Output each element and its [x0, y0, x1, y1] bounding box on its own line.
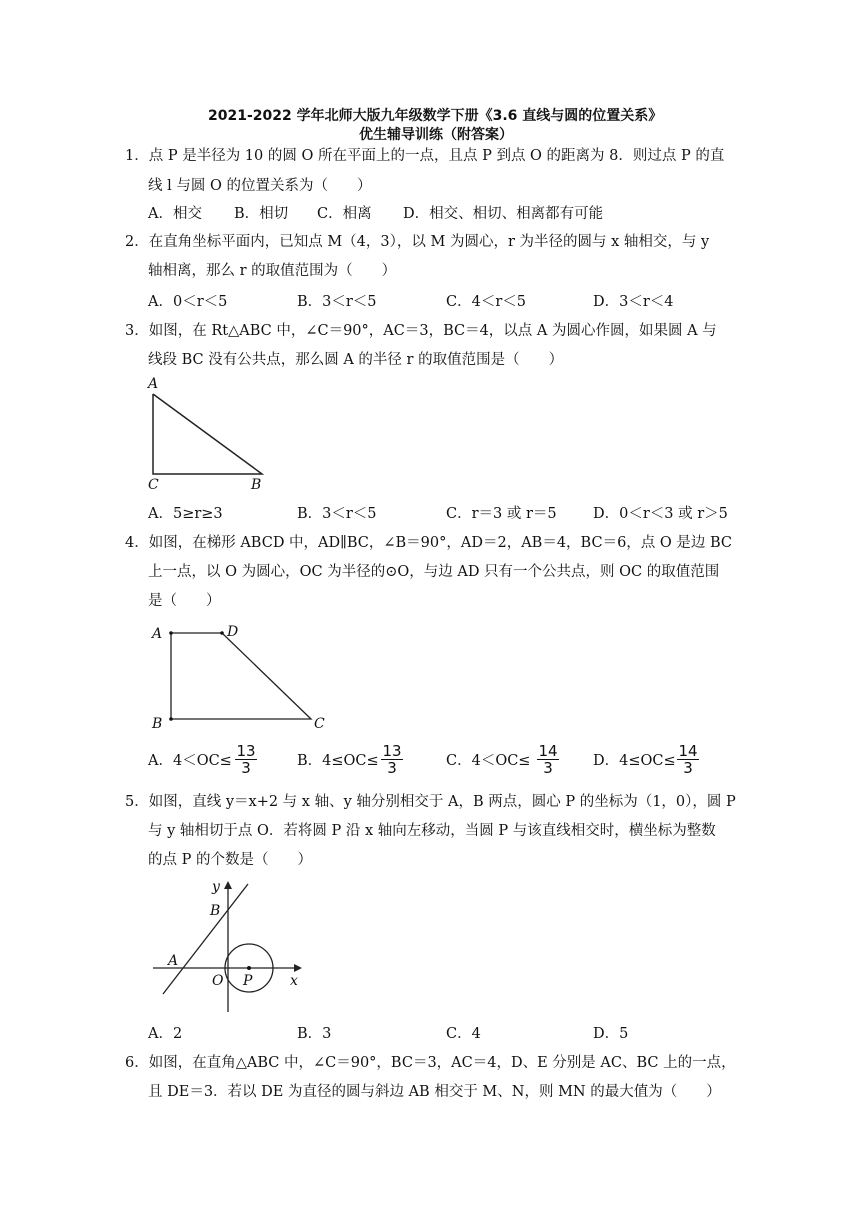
fraction-denominator: 3 — [683, 759, 693, 777]
q5-coordinate-figure — [150, 877, 310, 1017]
fraction-denominator: 3 — [387, 759, 397, 777]
point-p-dot — [247, 966, 251, 970]
q2-option-d[interactable]: D．3＜r＜4 — [593, 294, 674, 310]
q3-right-triangle-figure — [140, 374, 280, 494]
q2-option-b[interactable]: B．3＜r＜5 — [297, 294, 377, 310]
q4-text-line2: 上一点，以 O 为圆心，OC 为半径的⊙O，与边 AD 只有一个公共点，则 OC 的取值范围 — [148, 564, 720, 580]
q3-text-line1: 3．如图，在 Rt△ABC 中，∠C＝90°，AC＝3，BC＝4，以点 A 为圆心作圆，如果圆 A 与 — [125, 323, 717, 339]
point-b-dot — [169, 717, 173, 721]
q5-text-line3: 的点 P 的个数是（ ） — [148, 852, 312, 868]
q3-text-line2: 线段 BC 没有公共点，那么圆 A 的半径 r 的取值范围是（ ） — [148, 352, 564, 368]
q5-option-b[interactable]: B．3 — [297, 1026, 332, 1042]
q1-option-a[interactable]: A．相交 — [148, 206, 202, 222]
label-p: P — [243, 973, 253, 989]
q5-option-c[interactable]: C．4 — [446, 1026, 481, 1042]
point-d-dot — [220, 631, 224, 635]
line-y-equals-x-plus-2 — [163, 884, 248, 994]
q4-option-c-fraction — [537, 743, 559, 776]
q4-option-c-prefix: C．4＜OC≤ — [446, 753, 531, 769]
q4-option-a-prefix: A．4＜OC≤ — [148, 753, 232, 769]
q2-text-line2: 轴相离，那么 r 的取值范围为（ ） — [148, 263, 397, 279]
y-axis-arrow — [224, 881, 232, 889]
label-y: y — [212, 879, 220, 895]
triangle-abc-outline — [153, 394, 262, 474]
trapezoid-abcd-outline — [171, 633, 311, 719]
q1-text-line2: 线 l 与圆 O 的位置关系为（ ） — [148, 178, 372, 194]
q1-text-line1: 1．点 P 是半径为 10 的圆 O 所在平面上的一点，且点 P 到点 O 的距离为 8．则过点 P 的直 — [125, 148, 725, 164]
label-x: x — [290, 973, 298, 989]
page-title-line2: 优生辅导训练（附答案） — [359, 127, 513, 143]
label-b: B — [210, 903, 221, 919]
q1-option-c[interactable]: C．相离 — [317, 206, 372, 222]
q3-option-c[interactable]: C．r＝3 或 r＝5 — [446, 506, 557, 522]
q3-option-b[interactable]: B．3＜r＜5 — [297, 506, 377, 522]
label-c: C — [148, 477, 159, 493]
q3-option-d[interactable]: D．0＜r＜3 或 r＞5 — [593, 506, 728, 522]
label-b: B — [152, 716, 163, 732]
fraction-numerator: 14 — [538, 742, 558, 760]
q4-option-d-fraction — [677, 743, 699, 776]
label-a: A — [152, 626, 163, 642]
label-c: C — [314, 716, 325, 732]
q2-option-c[interactable]: C．4＜r＜5 — [446, 294, 526, 310]
fraction-numerator: 14 — [678, 742, 698, 760]
point-a-dot — [169, 631, 173, 635]
q4-text-line3: 是（ ） — [148, 593, 221, 609]
x-axis-arrow — [294, 964, 302, 972]
fraction-numerator: 13 — [236, 742, 256, 760]
label-o: O — [212, 973, 224, 989]
q3-option-a[interactable]: A．5≥r≥3 — [148, 506, 223, 522]
q4-option-d-prefix: D．4≤OC≤ — [593, 753, 676, 769]
q6-text-line2: 且 DE＝3．若以 DE 为直径的圆与斜边 AB 相交于 M、N，则 MN 的最大值为（ ） — [148, 1084, 721, 1100]
q2-text-line1: 2．在直角坐标平面内，已知点 M（4，3），以 M 为圆心，r 为半径的圆与 x 轴相交，与 y — [125, 234, 710, 250]
fraction-denominator: 3 — [241, 759, 251, 777]
fraction-numerator: 13 — [382, 742, 402, 760]
q6-text-line1: 6．如图，在直角△ABC 中，∠C＝90°，BC＝3，AC＝4，D、E 分别是 AC、BC 上的一点， — [125, 1055, 736, 1071]
q2-option-a[interactable]: A．0＜r＜5 — [148, 294, 228, 310]
label-b: B — [251, 477, 262, 493]
q4-option-b-prefix: B．4≤OC≤ — [297, 753, 379, 769]
fraction-denominator: 3 — [543, 759, 553, 777]
q5-text-line1: 5．如图，直线 y＝x+2 与 x 轴、y 轴分别相交于 A，B 两点，圆心 P 的坐标为（1，0），圆 P — [125, 794, 736, 810]
q5-option-d[interactable]: D．5 — [593, 1026, 629, 1042]
label-a: A — [148, 376, 159, 392]
label-d: D — [227, 624, 239, 640]
label-a: A — [168, 953, 179, 969]
q5-option-a[interactable]: A．2 — [148, 1026, 183, 1042]
q5-text-line2: 与 y 轴相切于点 O．若将圆 P 沿 x 轴向左移动，当圆 P 与该直线相交时，横坐标为整数 — [148, 823, 716, 839]
q4-text-line1: 4．如图，在梯形 ABCD 中，AD∥BC，∠B＝90°，AD＝2，AB＝4，BC＝6，点 O 是边 BC — [125, 535, 733, 551]
q4-option-a-fraction — [235, 743, 257, 776]
page-title-line1: 2021-2022 学年北师大版九年级数学下册《3.6 直线与圆的位置关系》 — [208, 108, 663, 124]
q4-option-b-fraction — [381, 743, 403, 776]
q1-option-b[interactable]: B．相切 — [234, 206, 289, 222]
q1-option-d[interactable]: D．相交、相切、相离都有可能 — [403, 206, 604, 222]
q4-trapezoid-figure — [148, 618, 338, 738]
